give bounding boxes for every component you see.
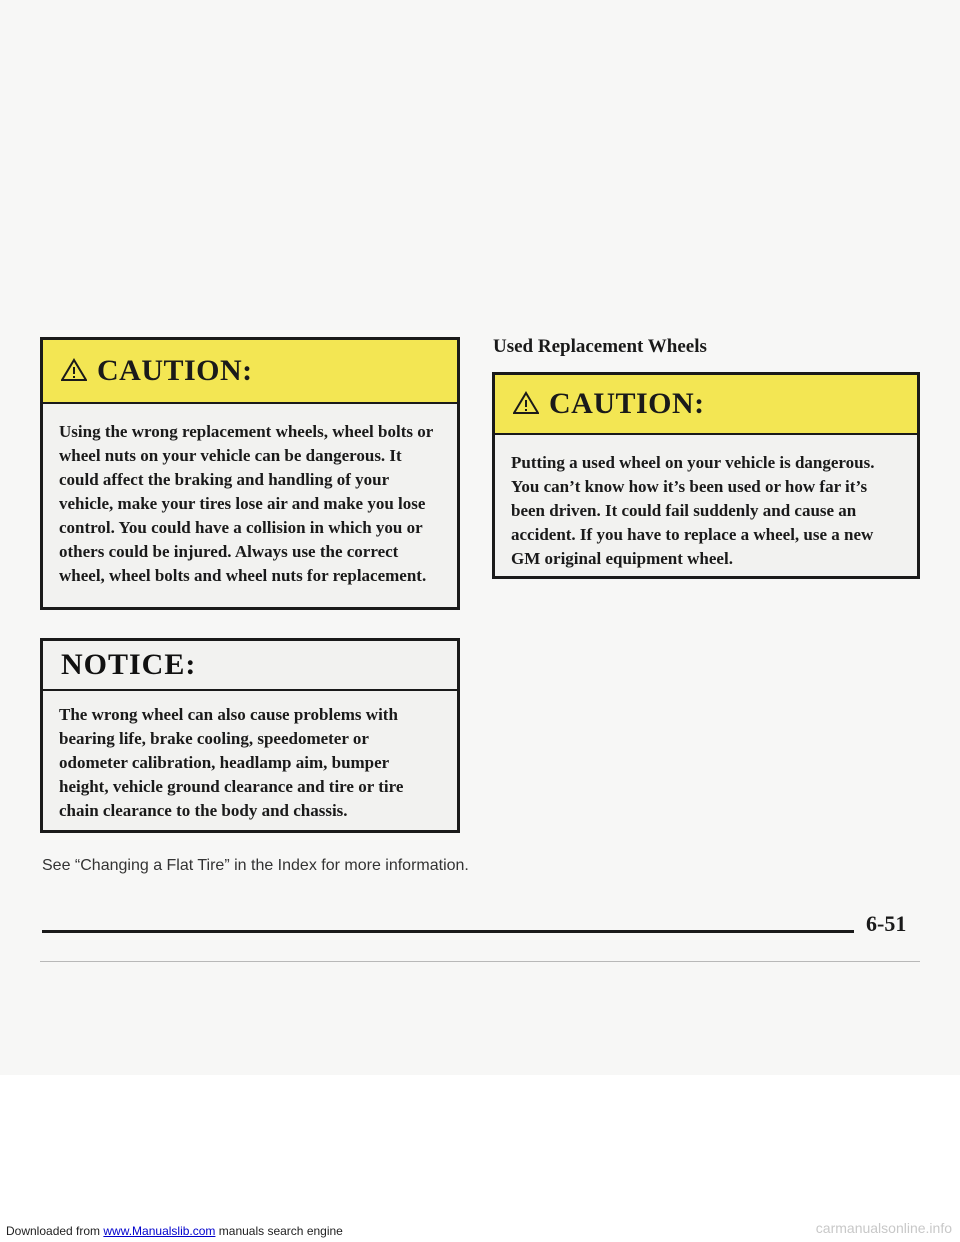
- footer-suffix: manuals search engine: [215, 1224, 343, 1238]
- caution-header: [43, 340, 457, 404]
- section-heading: Used Replacement Wheels: [493, 336, 707, 357]
- notice-body: The wrong wheel can also cause problems with bearing life, brake cooling, speedometer or odometer calibration, headlamp aim, bumper height, vehicle ground clearance and tire or tire chain clearance to the body and chassis.: [59, 705, 404, 820]
- caution-box-used-wheels: [492, 372, 920, 579]
- notice-box: [40, 638, 460, 833]
- see-also-text: See “Changing a Flat Tire” in the Index for more information.: [42, 857, 469, 874]
- caution-body: Using the wrong replacement wheels, wheel bolts or wheel nuts on your vehicle can be dangerous. It could affect the braking and handling of your vehicle, make your tires lose air and make you lose control. You could have a collision in which you or others could be injured. Always use the correct wheel, wheel bolts and wheel nuts for replacement.: [59, 422, 433, 585]
- download-footer: [6, 1224, 343, 1238]
- caution-title: CAUTION:: [549, 387, 705, 420]
- site-watermark: carmanualsonline.info: [815, 1220, 952, 1236]
- caution-header: [495, 375, 917, 435]
- notice-header: [43, 641, 457, 691]
- warning-triangle-icon: [61, 358, 87, 382]
- page-number: 6-51: [866, 911, 907, 936]
- manualslib-link[interactable]: www.Manualslib.com: [103, 1224, 216, 1238]
- caution-box-wrong-wheels: [40, 337, 460, 610]
- warning-triangle-icon: [513, 391, 539, 415]
- page-rule: [42, 930, 854, 933]
- caution-body: Putting a used wheel on your vehicle is dangerous. You can’t know how it’s been used or how far it’s been driven. It could fail suddenly and cause an accident. If you have to replace a wheel, use a new GM original equipment wheel.: [511, 453, 875, 568]
- footer-prefix: Downloaded from: [6, 1224, 104, 1238]
- caution-title: CAUTION:: [97, 354, 253, 387]
- notice-title: NOTICE:: [61, 648, 197, 681]
- scan-line: [40, 961, 920, 962]
